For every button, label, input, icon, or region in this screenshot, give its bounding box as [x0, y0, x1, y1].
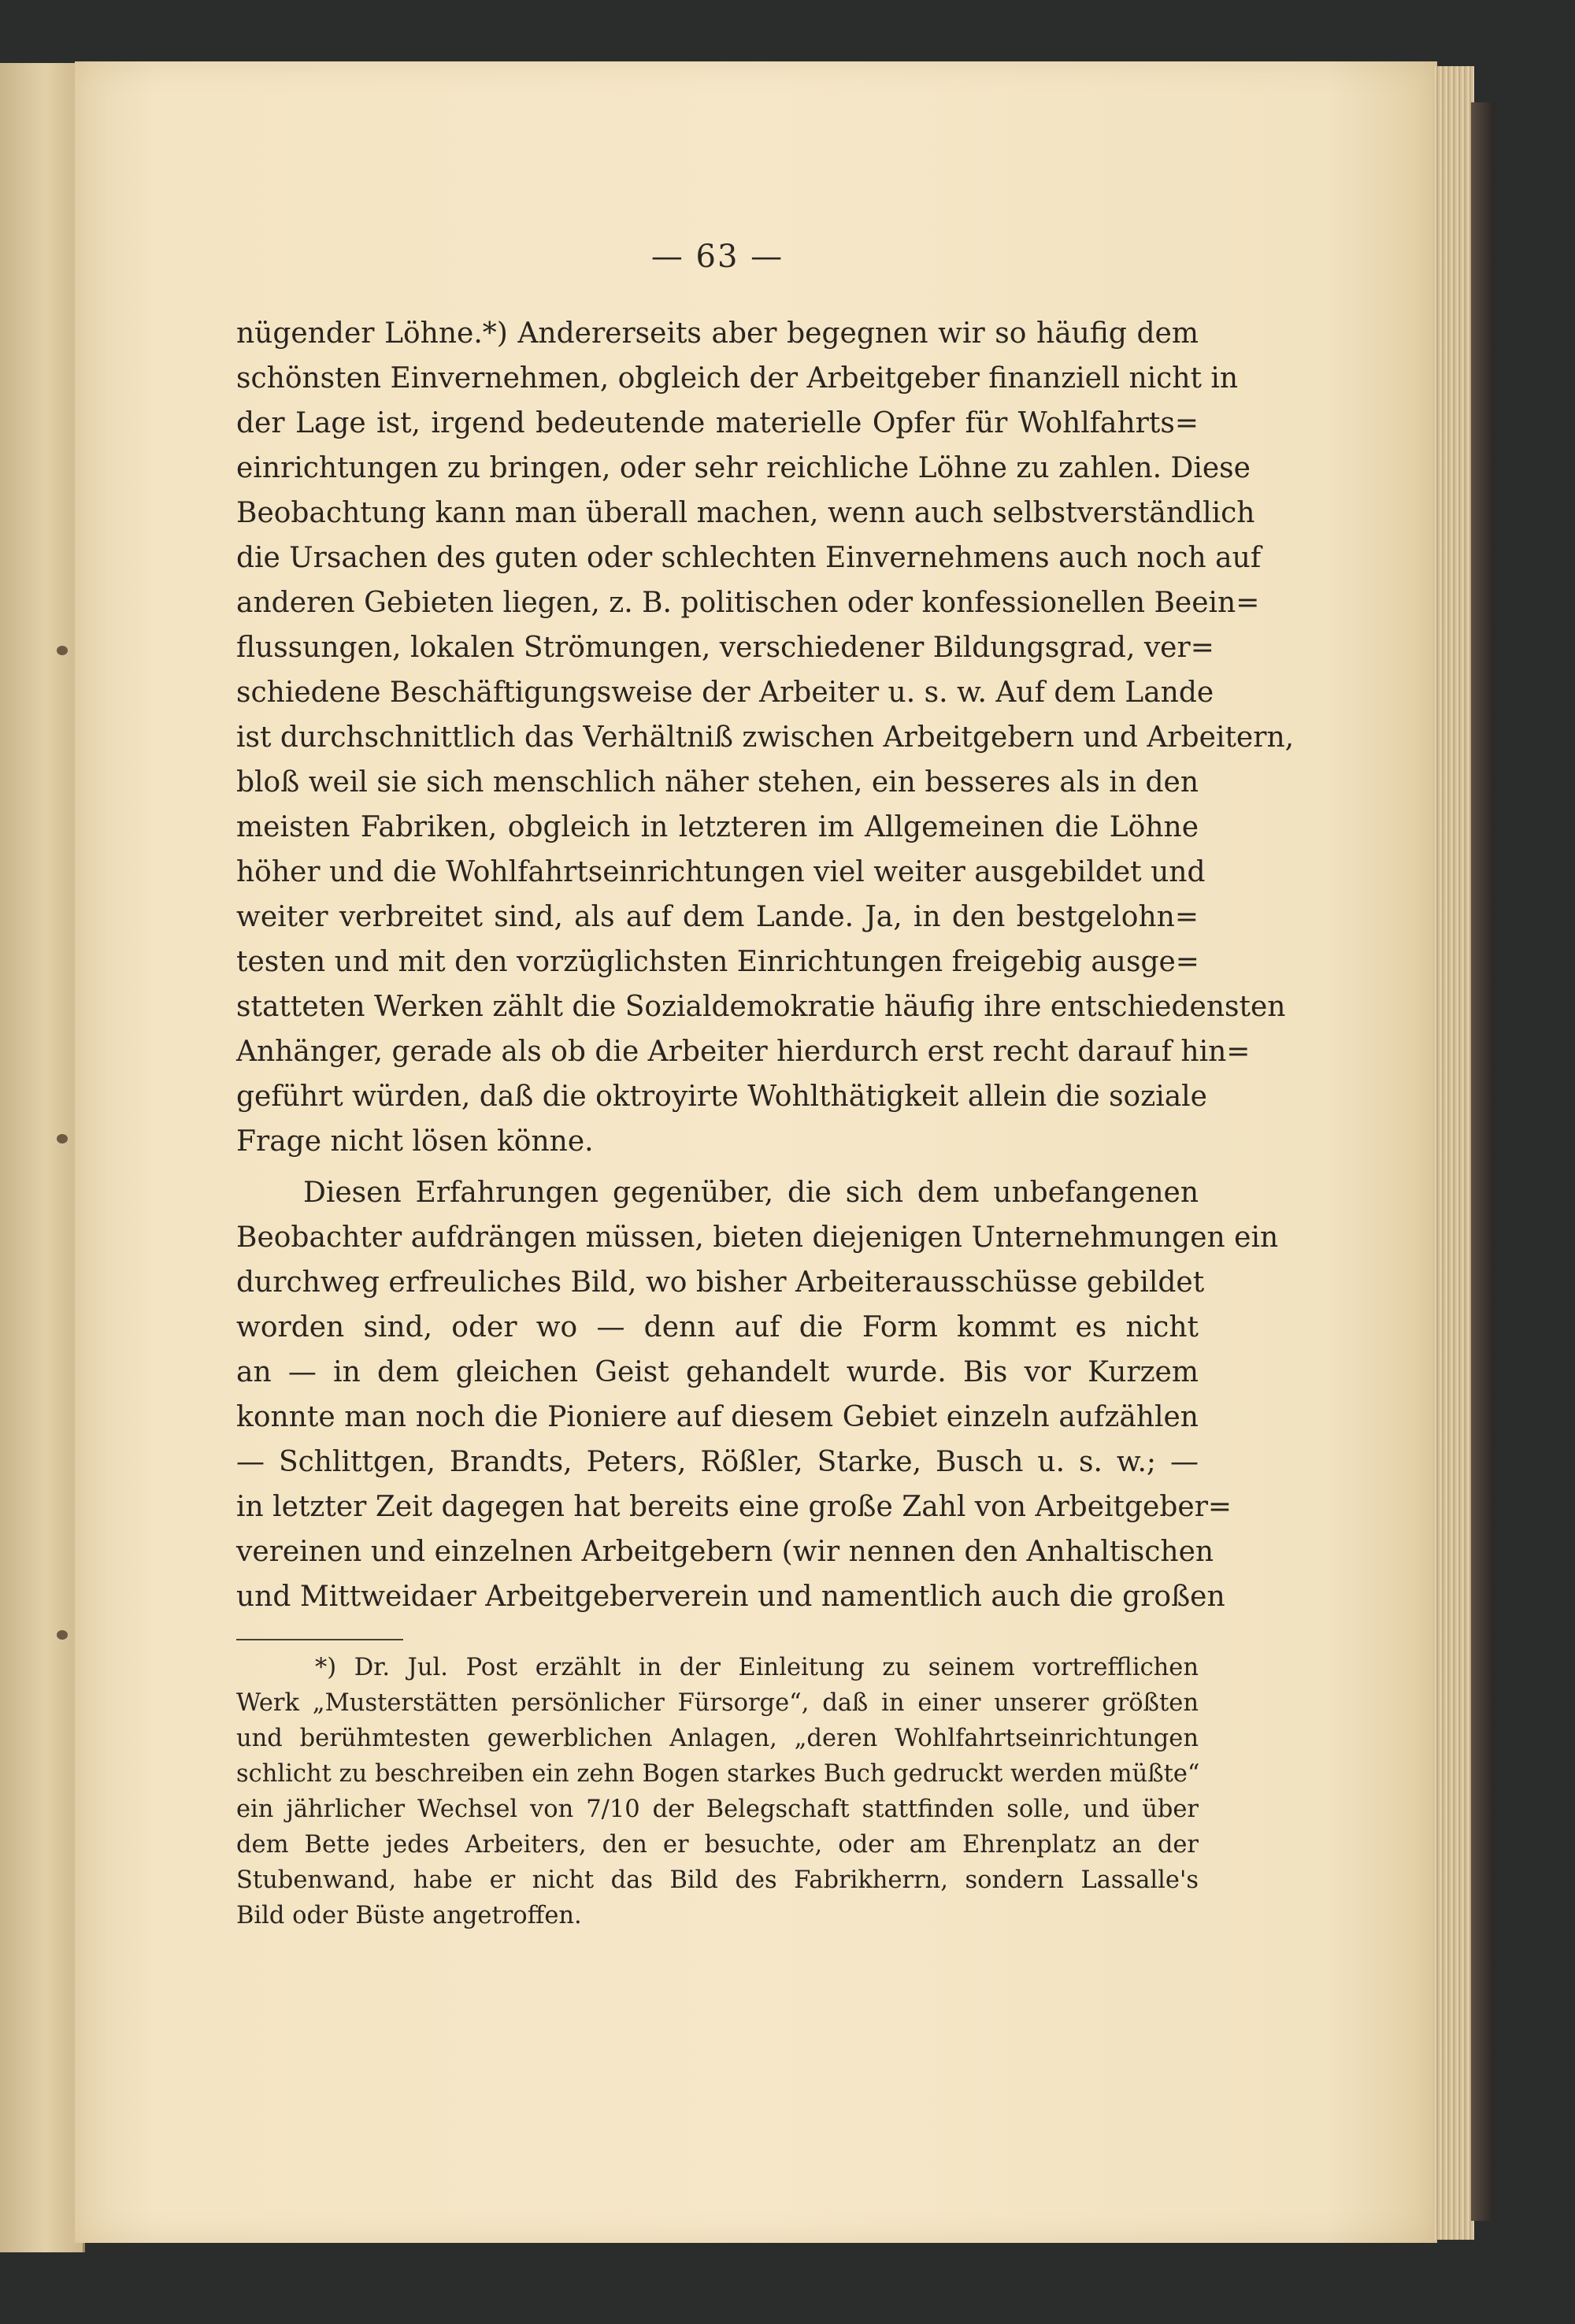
body-line: anderen Gebieten liegen, z. B. politischen oder konfessionellen Beein= — [236, 587, 1260, 619]
footnote-line: schlicht zu beschreiben ein zehn Bogen starkes Buch gedruckt werden müßte“ — [236, 1760, 1200, 1788]
body-line: an — in dem gleichen Geist gehandelt wurde. Bis vor Kurzem — [236, 1356, 1199, 1388]
body-line: die Ursachen des guten oder schlechten Einvernehmens auch noch auf — [236, 542, 1262, 574]
body-line: und Mittweidaer Arbeitgeberverein und namentlich auch die großen — [236, 1581, 1225, 1613]
body-line: weiter verbreitet sind, als auf dem Lande. Ja, in den bestgelohn= — [236, 901, 1199, 933]
body-line: meisten Fabriken, obgleich in letzteren im Allgemeinen die Löhne — [236, 811, 1199, 843]
footnote-line: Stubenwand, habe er nicht das Bild des Fabrikherrn, sondern Lassalle's — [236, 1866, 1199, 1894]
body-line: testen und mit den vorzüglichsten Einrichtungen freigebig ausge= — [236, 946, 1199, 978]
page-mark — [57, 646, 68, 655]
body-line: Frage nicht lösen könne. — [236, 1125, 594, 1158]
page-block-edge — [1433, 66, 1474, 2240]
body-line: höher und die Wohlfahrtseinrichtungen viel weiter ausgebildet und — [236, 856, 1206, 888]
page-number: — 63 — — [650, 239, 784, 275]
body-line: statteten Werken zählt die Sozialdemokratie häufig ihre entschiedensten — [236, 991, 1286, 1023]
page-mark — [57, 1134, 68, 1143]
body-line: schönsten Einvernehmen, obgleich der Arbeitgeber finanziell nicht in — [236, 362, 1239, 395]
footnote-line: ein jährlicher Wechsel von 7/10 der Belegschaft stattfinden solle, und über — [236, 1796, 1199, 1823]
body-line: worden sind, oder wo — denn auf die Form kommt es nicht — [236, 1311, 1199, 1344]
body-line: Anhänger, gerade als ob die Arbeiter hierdurch erst recht darauf hin= — [236, 1036, 1251, 1068]
body-line: einrichtungen zu bringen, oder sehr reichliche Löhne zu zahlen. Diese — [236, 452, 1251, 484]
body-line: konnte man noch die Pioniere auf diesem Gebiet einzeln aufzählen — [236, 1401, 1199, 1433]
body-line: nügender Löhne.*) Andererseits aber begegnen wir so häufig dem — [236, 317, 1199, 350]
body-line: ist durchschnittlich das Verhältniß zwischen Arbeitgebern und Arbeitern, — [236, 721, 1295, 754]
body-line: vereinen und einzelnen Arbeitgebern (wir nennen den Anhaltischen — [236, 1536, 1214, 1568]
footnote-line: Werk „Musterstätten persönlicher Fürsorge“, daß in einer unserer größten — [236, 1689, 1199, 1717]
body-line: der Lage ist, irgend bedeutende materielle Opfer für Wohlfahrts= — [236, 407, 1199, 439]
body-line: Beobachter aufdrängen müssen, bieten diejenigen Unternehmungen ein — [236, 1221, 1279, 1254]
body-line: bloß weil sie sich menschlich näher stehen, ein besseres als in den — [236, 766, 1199, 799]
body-line: — Schlittgen, Brandts, Peters, Rößler, Starke, Busch u. s. w.; — — [236, 1446, 1199, 1478]
body-line: Diesen Erfahrungen gegenüber, die sich dem unbefangenen — [303, 1177, 1199, 1209]
footnote-line: *) Dr. Jul. Post erzählt in der Einleitung zu seinem vortrefflichen — [315, 1654, 1199, 1681]
body-line: durchweg erfreuliches Bild, wo bisher Arbeiterausschüsse gebildet — [236, 1266, 1205, 1299]
body-line: schiedene Beschäftigungsweise der Arbeiter u. s. w. Auf dem Lande — [236, 676, 1214, 709]
footnote-line: Bild oder Büste angetroffen. — [236, 1902, 582, 1929]
body-line: flussungen, lokalen Strömungen, verschiedener Bildungsgrad, ver= — [236, 632, 1214, 664]
page-mark — [57, 1630, 68, 1640]
footnote-line: dem Bette jedes Arbeiters, den er besuchte, oder am Ehrenplatz an der — [236, 1831, 1199, 1859]
footnote-rule — [236, 1639, 403, 1640]
body-line: geführt würden, daß die oktroyirte Wohlthätigkeit allein die soziale — [236, 1080, 1207, 1113]
body-line: in letzter Zeit dagegen hat bereits eine große Zahl von Arbeitgeber= — [236, 1491, 1232, 1523]
book-cover-edge — [1471, 102, 1495, 2221]
body-line: Beobachtung kann man überall machen, wenn auch selbstverständlich — [236, 497, 1255, 529]
left-page-edge — [0, 63, 85, 2252]
footnote-line: und berühmtesten gewerblichen Anlagen, „deren Wohlfahrtseinrichtungen — [236, 1725, 1199, 1752]
